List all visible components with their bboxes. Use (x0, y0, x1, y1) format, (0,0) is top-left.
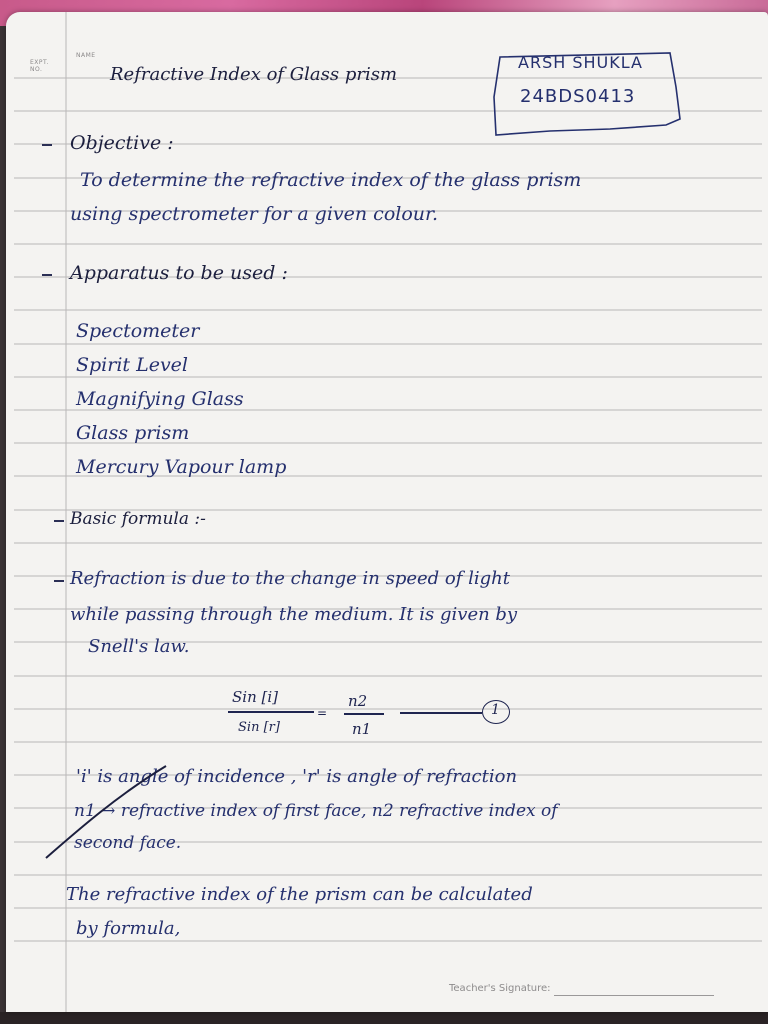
equation-arrow-line (400, 712, 482, 714)
roll-number: 24BDS0413 (520, 86, 636, 107)
formula-denominator-left: Sin [r] (238, 720, 280, 735)
objective-heading: Objective : (70, 132, 174, 154)
objective-line-2: using spectrometer for a given colour. (70, 203, 439, 225)
definition-line-2: n1 → refractive index of first face, n2 refractive index of (74, 801, 558, 821)
fraction-bar-right (344, 713, 384, 715)
bullet-dash (54, 520, 64, 522)
apparatus-item: Spectometer (76, 320, 200, 342)
refraction-line-1: Refraction is due to the change in speed of light (70, 568, 510, 589)
apparatus-item: Magnifying Glass (76, 388, 244, 410)
objective-line-1: To determine the refractive index of the glass prism (80, 169, 582, 191)
experiment-title: Refractive Index of Glass prism (110, 64, 398, 85)
table-edge (0, 1012, 768, 1024)
student-name: ARSH SHUKLA (518, 53, 643, 72)
definition-line-1: 'i' is angle of incidence , 'r' is angle of refraction (76, 766, 518, 787)
bullet-dash (42, 274, 52, 276)
equation-number: 1 (491, 702, 500, 718)
apparatus-item: Mercury Vapour lamp (76, 456, 287, 478)
formula-numerator-right: n2 (348, 692, 368, 710)
fraction-bar-left (228, 711, 314, 713)
refraction-line-2: while passing through the medium. It is given by (70, 604, 518, 625)
formula-equals: = (317, 706, 328, 720)
apparatus-item: Spirit Level (76, 354, 189, 376)
formula-numerator-left: Sin [i] (232, 688, 279, 706)
strike-through-stroke (38, 760, 178, 870)
closing-line-2: by formula, (76, 918, 181, 939)
bullet-dash (54, 580, 64, 582)
notebook-page (6, 12, 768, 1012)
name-label: NAME (76, 52, 96, 59)
teacher-signature-line (554, 995, 714, 996)
basic-formula-heading: Basic formula :- (70, 509, 206, 529)
expt-no-label: EXPT. NO. (30, 59, 49, 73)
apparatus-item: Glass prism (76, 422, 190, 444)
apparatus-heading: Apparatus to be used : (70, 262, 288, 284)
refraction-line-3: Snell's law. (88, 636, 190, 657)
formula-denominator-right: n1 (352, 720, 372, 738)
bullet-dash (42, 144, 52, 146)
definition-line-3: second face. (74, 833, 182, 853)
closing-line-1: The refractive index of the prism can be calculated (66, 884, 533, 905)
teacher-signature-label: Teacher's Signature: (449, 983, 551, 994)
